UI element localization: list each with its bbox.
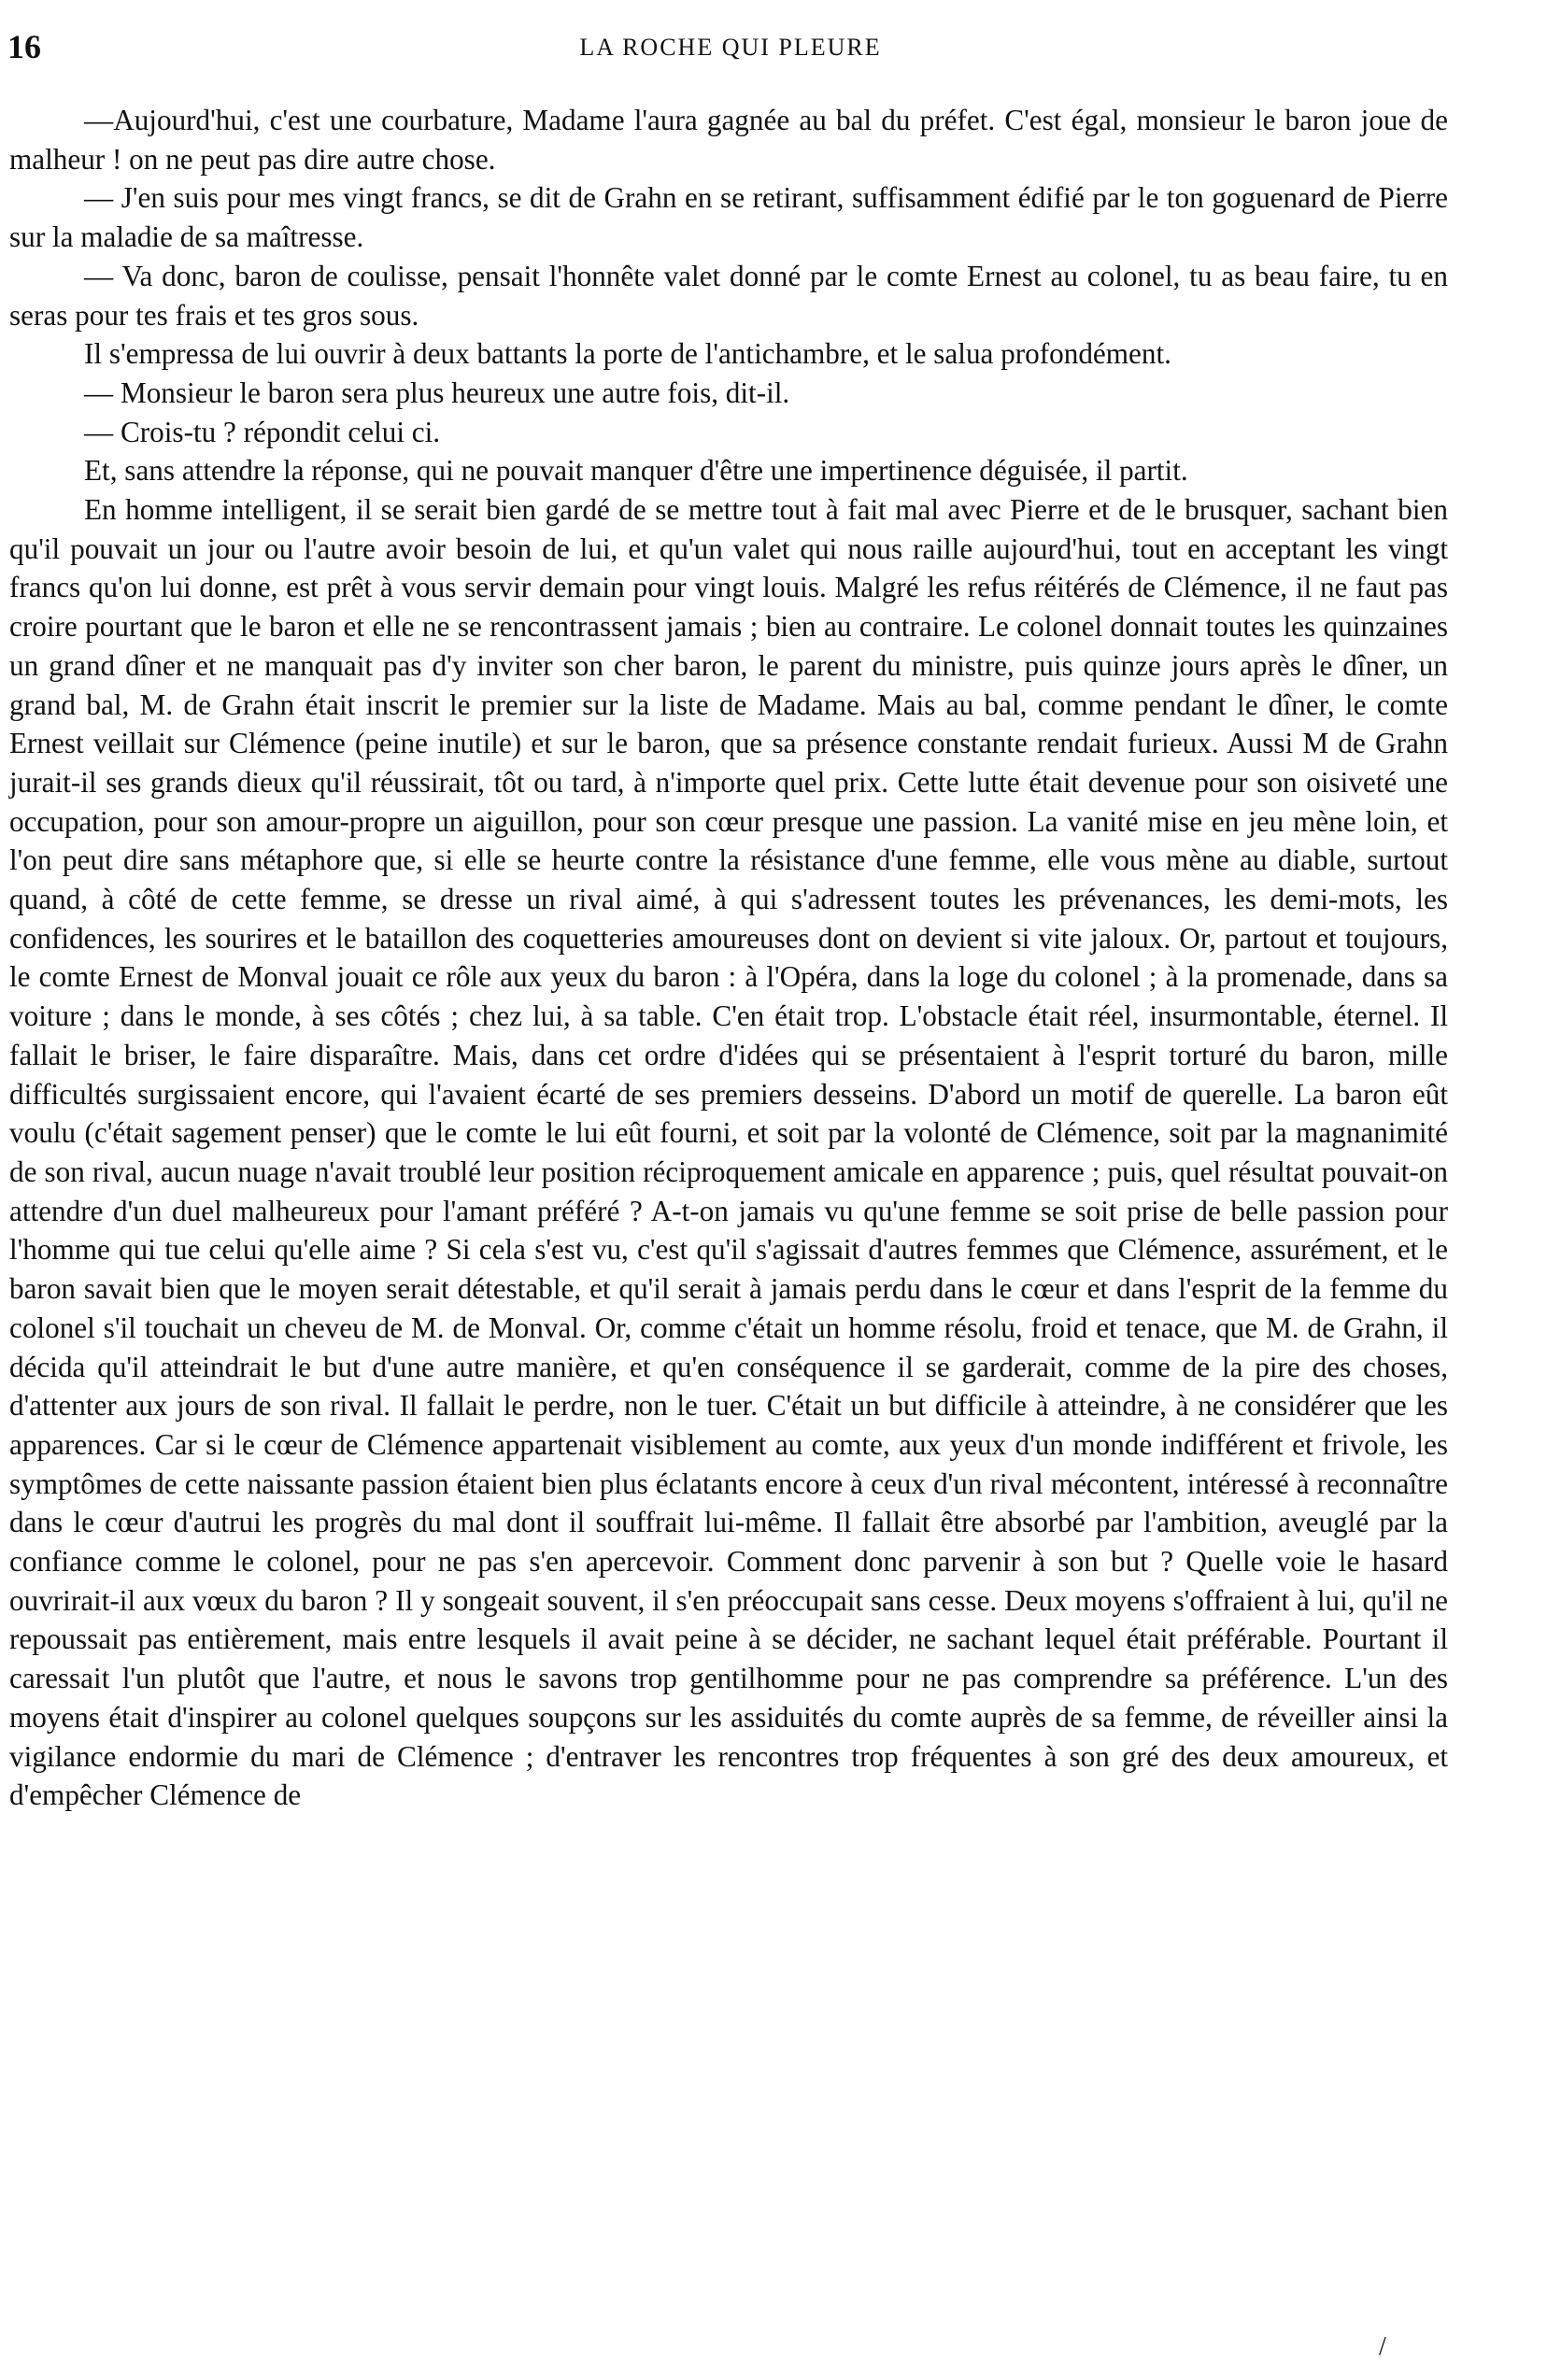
paragraph: — Monsieur le baron sera plus heureux une autre fois, dit-il. (84, 375, 790, 409)
body-text (9, 101, 1448, 1815)
footer-mark: / (1379, 2332, 1386, 2361)
paragraph: — Crois-tu ? répondit celui ci. (84, 415, 441, 448)
paragraph: En homme intelligent, il se serait bien gardé de se mettre tout à fait mal avec Pierre et de le brusquer, sachant bien qu'il pouvait un jour ou l'autre avoir besoin de lui, et qu'un valet qui nous raille aujourd'hui, tout en acceptant les vingt francs qu'on lui donne, est prêt à vous servir demain pour vingt louis. Malgré les refus réitérés de Clémence, il ne faut pas croire pourtant que le baron et elle ne se rencontrassent jamais ; bien au contraire. Le colonel donnait toutes les quinzaines un grand dîner et ne manquait pas d'y inviter son cher baron, le parent du ministre, puis quinze jours après le dîner, un grand bal, M. de Grahn était inscrit le premier sur la liste de Madame. Mais au bal, comme pendant le dîner, le comte Ernest veillait sur Clémence (peine inutile) et sur le baron, que sa présence constante rendait furieux. Aussi M de Grahn jurait-il ses grands dieux qu'il réussirait, tôt ou tard, à n'importe quel prix. Cette lutte était devenue pour son oisiveté une occupation, pour son amour-propre un aiguillon, pour son cœur presque une passion. La vanité mise en jeu mène loin, et l'on peut dire sans métaphore que, si elle se heurte contre la résistance d'une femme, elle vous mène au diable, surtout quand, à côté de cette femme, se dresse un rival aimé, à qui s'adressent toutes les prévenances, les demi-mots, les confidences, les sourires et le bataillon des coquetteries amoureuses dont on devient si vite jaloux. Or, partout et toujours, le comte Ernest de Monval jouait ce rôle aux yeux du baron : à l'Opéra, dans la loge du colonel ; à la promenade, dans sa voiture ; dans le monde, à ses côtés ; chez lui, à sa table. C'en était trop. L'obstacle était réel, insurmontable, éternel. Il fallait le briser, le faire disparaître. Mais, dans cet ordre d'idées qui se présentaient à l'esprit torturé du baron, mille difficultés surgissaient encore, qui l'avaient écarté de ses premiers desseins. D'abord un motif de querelle. La baron eût voulu (c'était sagement penser) que le comte le lui eût fourni, et soit par la volonté de Clémence, soit par la magnanimité de son rival, aucun nuage n'avait troublé leur position réciproquement amicale en apparence ; puis, quel résultat pouvait-on attendre d'un duel malheureux pour l'amant préféré ? A-t-on jamais vu qu'une femme se soit prise de belle passion pour l'homme qui tue celui qu'elle aime ? Si cela s'est vu, c'est qu'il s'agissait d'autres femmes que Clémence, assurément, et le baron savait bien que le moyen serait détestable, et qu'il serait à jamais perdu dans le cœur et dans l'esprit de la femme du colonel s'il touchait un cheveu de M. de Monval. Or, comme c'était un homme résolu, froid et tenace, que M. de Grahn, il décida qu'il atteindrait le but d'une autre manière, et qu'en conséquence il se garderait, comme de la pire des choses, d'attenter aux jours de son rival. Il fallait le perdre, non le tuer. C'était un but difficile à atteindre, à ne considérer que les apparences. Car si le cœur de Clémence appartenait visiblement au comte, aux yeux d'un monde indifférent et frivole, les symptômes de cette naissante passion étaient bien plus éclatants encore à ceux d'un rival mécontent, intéressé à reconnaître dans le cœur d'autrui les progrès du mal dont il souffrait lui-même. Il fallait être absorbé par l'ambition, aveuglé par la confiance comme le colonel, pour ne pas s'en apercevoir. Comment donc parvenir à son but ? Quelle voie le hasard ouvrirait-il aux vœux du baron ? Il y songeait souvent, il s'en préoccupait sans cesse. Deux moyens s'offraient à lui, qu'il ne repoussait pas entièrement, mais entre lesquels il avait peine à se décider, ne sachant lequel était préférable. Pourtant il caressait l'un plutôt que l'autre, et nous le savons trop gentilhomme pour ne pas comprendre sa préférence. L'un des moyens était d'inspirer au colonel quelques soupçons sur les assiduités du comte auprès de sa femme, de réveiller ainsi la vigilance endormie du mari de Clémence ; d'entraver les rencontres trop fréquentes à son gré des deux amoureux, et d'empêcher Clémence de (9, 493, 1448, 1812)
running-title: LA ROCHE QUI PLEURE (579, 34, 882, 61)
paragraph: Et, sans attendre la réponse, qui ne pouvait manquer d'être une impertinence déguisée, il partit. (84, 454, 1188, 488)
paragraph: —Aujourd'hui, c'est une courbature, Madame l'aura gagnée au bal du préfet. C'est égal, monsieur le baron joue de malheur ! on ne peut pas dire autre chose. (9, 104, 1448, 176)
page-number: 16 (7, 28, 41, 65)
paragraph: Il s'empressa de lui ouvrir à deux battants la porte de l'antichambre, et le salua profondément. (84, 337, 1171, 371)
paragraph: — Va donc, baron de coulisse, pensait l'honnête valet donné par le comte Ernest au colonel, tu as beau faire, tu en seras pour tes frais et tes gros sous. (9, 259, 1448, 332)
paragraph: — J'en suis pour mes vingt francs, se dit de Grahn en se retirant, suffisamment édifié par le ton goguenard de Pierre sur la maladie de sa maîtresse. (9, 181, 1448, 254)
running-header (7, 28, 1454, 65)
